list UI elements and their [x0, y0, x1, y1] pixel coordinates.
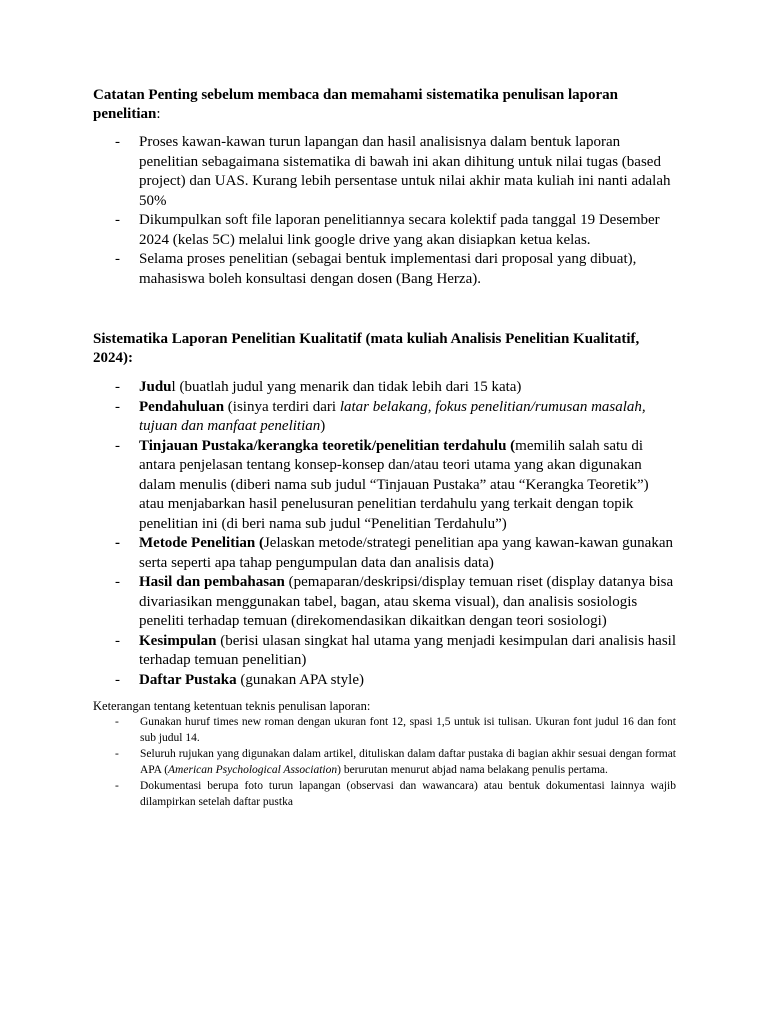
list-item-pendahuluan: - Pendahuluan (isinya terdiri dari latar belakang, fokus penelitian/rumusan masalah, tujuan dan manfaat penelitian)	[115, 398, 646, 434]
structure-list	[93, 378, 676, 690]
notes-list	[93, 133, 676, 289]
list-item: - Gunakan huruf times new roman dengan ukuran font 12, spasi 1,5 untuk isi tulisan. Ukuran font judul 16 dan font sub judul 14.	[115, 716, 676, 744]
section2-heading: Sistematika Laporan Penelitian Kualitatif (mata kuliah Analisis Penelitian Kualitatif, 2024):	[93, 331, 640, 366]
list-item: - Dikumpulkan soft file laporan penelitiannya secara kolektif pada tanggal 19 Desember 2024 (kelas 5C) melalui link google drive yang akan disiapkan ketua kelas.	[115, 212, 660, 248]
list-item-kesimpulan: - Kesimpulan (berisi ulasan singkat hal utama yang menjadi kesimpulan dari analisis hasil terhadap temuan penelitian)	[115, 632, 677, 668]
list-item-hasil: - Hasil dan pembahasan (pemaparan/deskripsi/display temuan riset (display datanya bisa divariasikan menggunakan tabel, bagan, atau skema visual), dan analisis sosiologis peneliti terhadap temuan (direkomendasikan dikaitkan dengan teori sosiologi)	[115, 574, 674, 629]
section1-heading: Catatan Penting sebelum membaca dan memahami sistematika penulisan laporan penelitian:	[93, 87, 619, 122]
list-item-judul: - Judul (buatlah judul yang menarik dan tidak lebih dari 15 kata)	[115, 379, 522, 395]
technical-notes-list	[93, 714, 676, 810]
list-item: - Dokumentasi berupa foto turun lapangan (observasi dan wawancara) atau bentuk dokumentasi lainnya wajib dilampirkan setelah daftar pustka	[115, 780, 676, 808]
section3-heading: Keterangan tentang ketentuan teknis penulisan laporan:	[93, 699, 371, 713]
list-item: - Proses kawan-kawan turun lapangan dan hasil analisisnya dalam bentuk laporan penelitian sebagaimana sistematika di bawah ini akan dihitung untuk nilai tugas (based project) dan UAS. Kurang lebih persentase untuk nilai akhir mata kuliah ini nanti adalah 50%	[115, 134, 671, 209]
list-item-tinjauan: - Tinjauan Pustaka/kerangka teoretik/penelitian terdahulu (memilih salah satu di antara penjelasan tentang konsep-konsep dan/atau teori utama yang akan digunakan dalam menulis (diberi nama sub judul “Tinjauan Pustaka” atau “Kerangka Teoretik”) atau menjabarkan hasil penelusuran penelitian terdahulu yang terkait dengan topik penelitian ini (di beri nama sub judul “Penelitian Terdahulu”)	[115, 437, 649, 532]
list-item-daftar-pustaka: - Daftar Pustaka (gunakan APA style)	[115, 671, 365, 688]
document-page	[93, 86, 676, 810]
list-item: - Seluruh rujukan yang digunakan dalam artikel, dituliskan dalam daftar pustaka di bagian akhir sesuai dengan format APA (American Psychological Association) berurutan menurut abjad nama belakang penulis pertama.	[115, 748, 676, 776]
list-item: - Selama proses penelitian (sebagai bentuk implementasi dari proposal yang dibuat), mahasiswa boleh konsultasi dengan dosen (Bang Herza).	[115, 251, 637, 287]
list-item-metode: - Metode Penelitian (Jelaskan metode/strategi penelitian apa yang kawan-kawan gunakan serta seperti apa tahap pengumpulan data dan analisis data)	[115, 535, 673, 571]
